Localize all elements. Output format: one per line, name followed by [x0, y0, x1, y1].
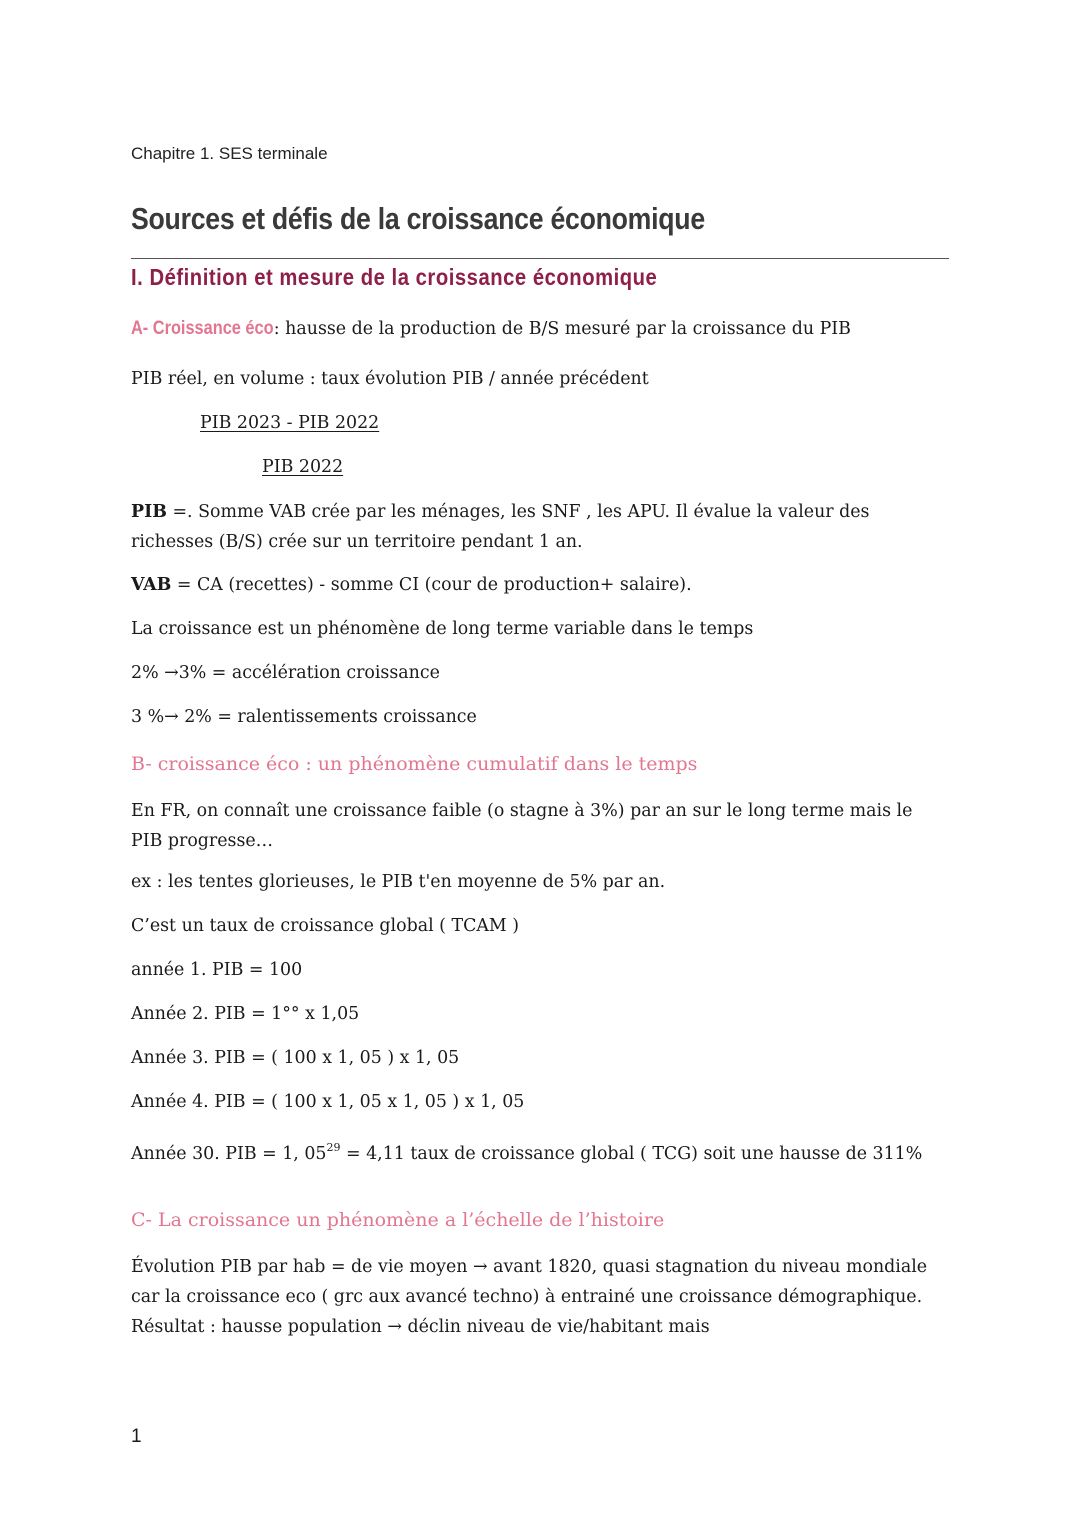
fr-growth-text: En FR, on connaît une croissance faible (o stagne à 3%) par an sur le long terme mais le PIB progresse…: [131, 801, 913, 851]
pib-reel-line: PIB réel, en volume : taux évolution PIB / année précédent: [131, 369, 649, 389]
formula-denominator: PIB 2022: [262, 457, 344, 477]
subsection-a-text: : hausse de la production de B/S mesuré par la croissance du PIB: [273, 319, 851, 339]
title-divider: [131, 258, 949, 259]
history-paragraph: Évolution PIB par hab = de vie moyen → avant 1820, quasi stagnation du niveau mondiale car la croissance eco ( grc aux avancé techno) à entrainé une croissance démographique. Résultat : hausse population → déclin niveau de vie/habitant mais: [131, 1257, 928, 1337]
subsection-b-label: B- croissance éco : un phénomène cumulatif dans le temps: [131, 753, 698, 775]
subsection-a-label: A- Croissance éco: [131, 318, 274, 339]
example-line: ex : les tentes glorieuses, le PIB t'en moyenne de 5% par an.: [131, 872, 666, 892]
year-30-exponent: 29: [326, 1141, 341, 1154]
long-term-line: La croissance est un phénomène de long terme variable dans le temps: [131, 619, 754, 639]
pib-definition-text: =. Somme VAB crée par les ménages, les SNF , les APU. Il évalue la valeur des richesses (B/S) crée sur un territoire pendant 1 an.: [131, 502, 870, 552]
year-2-line: Année 2. PIB = 1°° x 1,05: [131, 1004, 360, 1024]
vab-term: VAB: [131, 575, 172, 595]
vab-definition: [131, 575, 692, 595]
year-3-line: Année 3. PIB = ( 100 x 1, 05 ) x 1, 05: [131, 1048, 460, 1068]
subsection-a: [131, 318, 851, 340]
year-30-text-b: = 4,11 taux de croissance global ( TCG) soit une hausse de 311%: [340, 1144, 923, 1164]
tcam-line: C’est un taux de croissance global ( TCAM ): [131, 916, 520, 936]
subsection-c-label: C- La croissance un phénomène a l’échelle de l’histoire: [131, 1209, 665, 1231]
page-number: 1: [131, 1426, 142, 1447]
year-1-line: année 1. PIB = 100: [131, 960, 303, 980]
section-heading-1: I. Définition et mesure de la croissance économique: [131, 264, 658, 290]
pib-term: PIB: [131, 502, 167, 522]
year-30-line: [131, 1133, 946, 1169]
pib-definition: [131, 497, 946, 557]
year-30-text-a: Année 30. PIB = 1, 05: [131, 1144, 327, 1164]
document-title: Sources et défis de la croissance économique: [131, 201, 705, 236]
chapter-label: Chapitre 1. SES terminale: [131, 144, 328, 163]
year-4-line: Année 4. PIB = ( 100 x 1, 05 x 1, 05 ) x 1, 05: [131, 1092, 525, 1112]
acceleration-line: 2% →3% = accélération croissance: [131, 663, 440, 683]
ralentissement-line: 3 %→ 2% = ralentissements croissance: [131, 707, 477, 727]
formula-numerator: PIB 2023 - PIB 2022: [200, 413, 380, 433]
vab-definition-text: = CA (recettes) - somme CI (cour de production+ salaire).: [171, 575, 692, 595]
